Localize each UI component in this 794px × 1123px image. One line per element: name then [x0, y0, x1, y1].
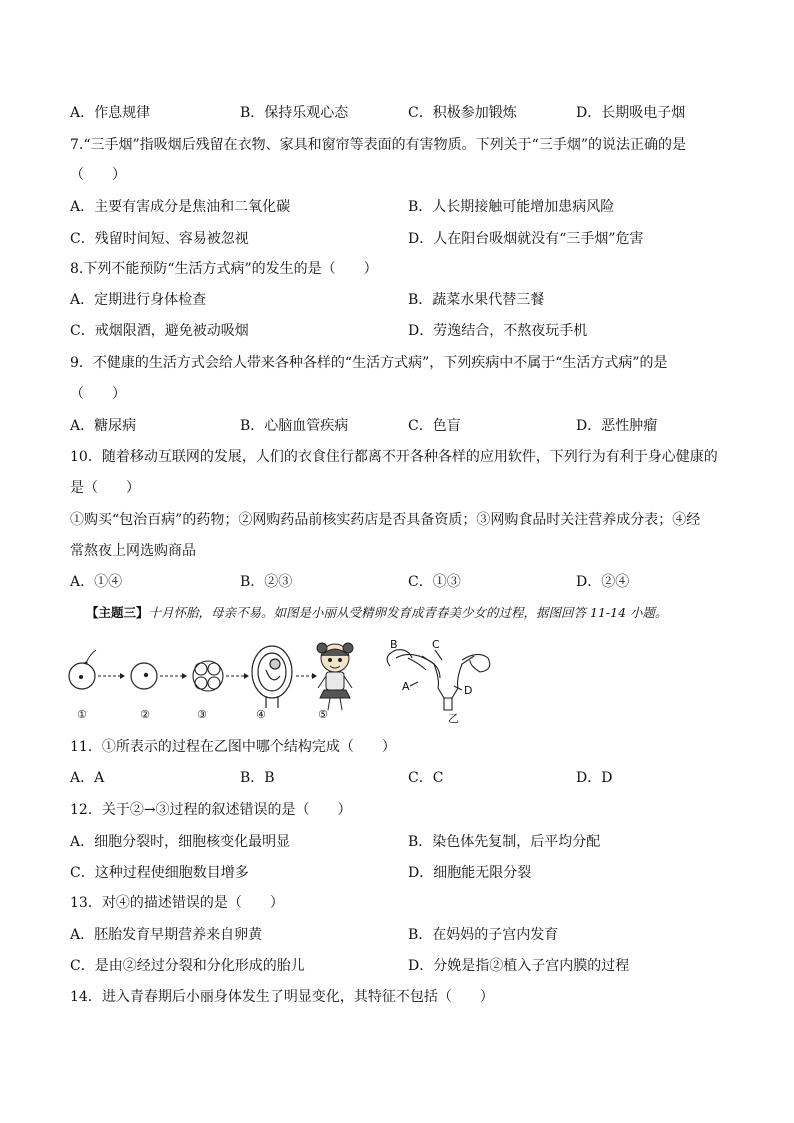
stage3-cell-cluster-icon	[193, 661, 223, 691]
organ-letter-b: B	[390, 638, 398, 651]
q6-option-d: D．长期吸电子烟	[576, 105, 686, 121]
q13-option-d: D．分娩是指②植入子宫内膜的过程	[408, 958, 630, 974]
q12-option-d: D．细胞能无限分裂	[408, 865, 532, 881]
q11-option-d: D．D	[576, 770, 613, 786]
q13-option-b: B．在妈妈的子宫内发育	[408, 927, 559, 943]
stage-label-1: ①	[77, 708, 87, 721]
q10-stem: 10．随着移动互联网的发展，人们的衣食住行都离不开各种各样的应用软件，下列行为有利于身心健康的	[70, 449, 718, 465]
q6-option-a: A．作息规律	[70, 105, 151, 121]
q7-option-d: D．人在阳台吸烟就没有“三手烟”危害	[408, 231, 644, 247]
q7-blank: （ ）	[70, 167, 126, 183]
q7-option-b: B．人长期接触可能增加患病风险	[408, 199, 615, 215]
q8-option-d: D．劳逸结合，不熬夜玩手机	[408, 323, 588, 339]
organ-letter-d: D	[464, 684, 473, 697]
q8-option-b: B．蔬菜水果代替三餐	[408, 292, 545, 308]
q9-option-c: C．色盲	[408, 418, 461, 434]
development-figure	[60, 636, 500, 725]
q8-stem: 8.下列不能预防“生活方式病”的发生的是（ ）	[70, 261, 378, 277]
q9-option-b: B．心脑血管疾病	[240, 418, 349, 434]
q9-option-a: A．糖尿病	[70, 418, 137, 434]
q11-option-b: B．B	[240, 770, 275, 786]
q10-option-a: A．①④	[70, 574, 123, 590]
q6-option-b: B．保持乐观心态	[240, 105, 349, 121]
q11-stem: 11．①所表示的过程在乙图中哪个结构完成（ ）	[70, 739, 396, 755]
q8-option-a: A．定期进行身体检查	[70, 292, 207, 308]
q12-option-b: B．染色体先复制，后平均分配	[408, 834, 601, 850]
stage-label-2: ②	[140, 708, 150, 721]
q11-option-c: C．C	[408, 770, 444, 786]
q7-stem: 7.“三手烟”指吸烟后残留在衣物、家具和窗帘等表面的有害物质。下列关于“三手烟”的说法正确的是	[70, 137, 686, 153]
q12-option-a: A．细胞分裂时，细胞核变化最明显	[70, 834, 291, 850]
q13-option-c: C．是由②经过分裂和分化形成的胎儿	[70, 958, 305, 974]
q10-option-c: C．①③	[408, 574, 461, 590]
stage-label-5: ⑤	[318, 708, 328, 721]
stage1-zygote-icon	[69, 650, 96, 689]
q13-stem: 13．对④的描述错误的是（ ）	[70, 895, 284, 911]
stage2-cell-icon	[131, 663, 157, 689]
stage4-fetus-icon	[252, 646, 292, 708]
theme3-intro	[86, 604, 668, 622]
q7-option-c: C．残留时间短、容易被忽视	[70, 231, 249, 247]
stage5-girl-icon	[317, 643, 353, 710]
q9-blank: （ ）	[70, 386, 126, 402]
stage-label-3: ③	[197, 708, 207, 721]
q10-items: ①购买“包治百病”的药物；②网购药品前核实药店是否具备资质；③网购食品时关注营养成分表；④经	[70, 512, 701, 528]
theme3-text: 十月怀胎，母亲不易。如图是小丽从受精卵发育成青春美少女的过程，据图回答 11-14 小题。	[148, 605, 668, 620]
q14-stem: 14．进入青春期后小丽身体发生了明显变化，其特征不包括（ ）	[70, 989, 494, 1005]
q12-stem: 12．关于②→③过程的叙述错误的是（ ）	[70, 802, 352, 818]
organ-letter-a: A	[402, 680, 410, 693]
q9-stem: 9．不健康的生活方式会给人带来各种各样的“生活方式病”，下列疾病中不属于“生活方式病”的是	[70, 355, 668, 371]
theme3-tag: 【主题三】	[86, 605, 149, 620]
q10-stem-continued: 是（ ）	[70, 480, 140, 496]
q11-option-a: A．A	[70, 770, 105, 786]
q9-option-d: D．恶性肿瘤	[576, 418, 658, 434]
q10-option-b: B．②③	[240, 574, 293, 590]
stage-label-4: ④	[256, 708, 266, 721]
q12-option-c: C．这种过程使细胞数目增多	[70, 865, 249, 881]
q13-option-a: A．胚胎发育早期营养来自卵黄	[70, 927, 263, 943]
q10-items-continued: 常熬夜上网选购商品	[70, 543, 196, 559]
q8-option-c: C．戒烟限酒，避免被动吸烟	[70, 323, 249, 339]
q7-option-a: A．主要有害成分是焦油和二氧化碳	[70, 199, 291, 215]
organ-letter-c: C	[432, 638, 440, 651]
q10-option-d: D．②④	[576, 574, 630, 590]
q6-option-c: C．积极参加锻炼	[408, 105, 517, 121]
organ-caption: 乙	[448, 712, 459, 725]
